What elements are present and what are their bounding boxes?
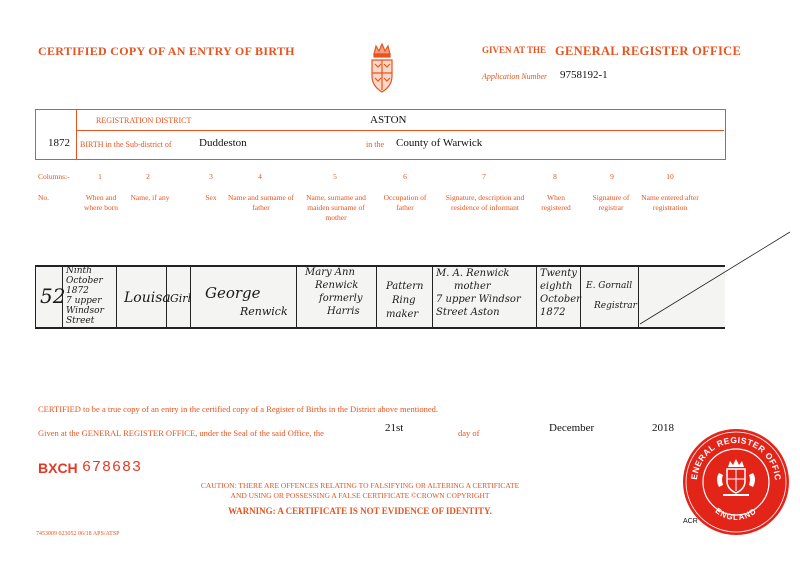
diagonal-strike-line bbox=[638, 228, 794, 328]
certified-statement: CERTIFIED to be a true copy of an entry in the certified copy of a Register of Births in the District above mentioned. bbox=[38, 404, 439, 414]
serial-prefix: BXCH bbox=[38, 460, 78, 476]
entry-father-surname: Renwick bbox=[240, 305, 288, 318]
column-title-6: Occupation of father bbox=[383, 193, 427, 212]
county-value: County of Warwick bbox=[396, 137, 483, 149]
serial-number: 678683 bbox=[82, 459, 143, 476]
column-title-2: Name, if any bbox=[130, 193, 170, 202]
subdistrict-label: BIRTH in the Sub-district of bbox=[80, 140, 172, 149]
entry-mother: Mary Ann Renwick formerly Harris bbox=[305, 267, 363, 317]
given-office: GENERAL REGISTER OFFICE bbox=[555, 44, 742, 58]
subdistrict-value: Duddeston bbox=[199, 137, 247, 149]
given-prefix: GIVEN AT THE bbox=[482, 45, 547, 55]
column-number-9: 9 bbox=[610, 172, 614, 181]
given-statement: Given at the GENERAL REGISTER OFFICE, under the Seal of the said Office, the bbox=[38, 428, 324, 438]
warning-text: WARNING: A CERTIFICATE IS NOT EVIDENCE OF IDENTITY. bbox=[228, 506, 492, 516]
print-code: 7453009 023052 06/18 APS/ATSP bbox=[36, 531, 120, 537]
certified-month: December bbox=[549, 422, 595, 434]
column-title-8: When registered bbox=[541, 193, 571, 212]
column-number-2: 2 bbox=[146, 172, 150, 181]
royal-crest-icon bbox=[364, 40, 400, 98]
caution-text: CAUTION: THERE ARE OFFENCES RELATING TO FALSIFYING OR ALTERING A CERTIFICATE AND USING OR POSSESSING A FALSE CERTIFICATE ©CROWN COPYRIGHT bbox=[200, 481, 520, 500]
entry-occupation: Pattern Ring maker bbox=[386, 281, 424, 320]
seal-ring-bottom-text: ENGLAND bbox=[713, 506, 759, 523]
column-number-10: 10 bbox=[666, 172, 674, 181]
registration-district-value: ASTON bbox=[370, 114, 407, 126]
entry-when-where-born: Ninth October 1872 7 upper Windsor Street bbox=[66, 266, 104, 326]
column-number-6: 6 bbox=[403, 172, 407, 181]
entry-name: Louisa bbox=[124, 290, 171, 306]
column-number-3: 3 bbox=[209, 172, 213, 181]
column-title-1: When and where born bbox=[84, 193, 118, 212]
application-number: 9758192-1 bbox=[560, 69, 608, 81]
column-title-7: Signature, description and residence of informant bbox=[445, 193, 525, 212]
entry-father-given: George bbox=[205, 284, 261, 302]
official-seal bbox=[681, 427, 791, 537]
entry-sex: Girl bbox=[170, 292, 192, 305]
column-title-3: Sex bbox=[205, 193, 217, 202]
seal-emblem-icon bbox=[681, 427, 791, 537]
column-title-5: Name, surname and maiden surname of mother bbox=[306, 193, 366, 222]
entry-registrar-signature: E. Gornall Registrar bbox=[586, 281, 637, 311]
certified-day: 21st bbox=[385, 422, 404, 434]
day-of-label: day of bbox=[458, 428, 480, 438]
entry-number: 52 bbox=[40, 284, 66, 308]
seal-ring-top-text: ENERAL REGISTER OFFIC bbox=[689, 434, 784, 482]
column-number-8: 8 bbox=[553, 172, 557, 181]
no-column-label: No. bbox=[38, 193, 50, 202]
column-title-9: Signature of registrar bbox=[592, 193, 630, 212]
application-number-label: Application Number bbox=[482, 72, 548, 81]
columns-label: Columns:- bbox=[38, 172, 70, 181]
registration-year: 1872 bbox=[48, 137, 70, 149]
column-title-4: Name and surname of father bbox=[227, 193, 295, 212]
in-the-label: in the bbox=[366, 140, 384, 149]
column-number-5: 5 bbox=[333, 172, 337, 181]
acr-mark: ACR bbox=[683, 518, 698, 525]
column-number-1: 1 bbox=[98, 172, 102, 181]
column-number-4: 4 bbox=[258, 172, 262, 181]
column-number-7: 7 bbox=[482, 172, 486, 181]
entry-when-registered: Twenty eighth October 1872 bbox=[540, 268, 581, 318]
column-title-10: Name entered after registration bbox=[641, 193, 699, 212]
entry-informant: M. A. Renwick mother 7 upper Windsor Street Aston bbox=[436, 268, 521, 318]
registration-district-label: REGISTRATION DISTRICT bbox=[96, 116, 192, 125]
certified-year: 2018 bbox=[652, 422, 674, 434]
certificate-title: CERTIFIED COPY OF AN ENTRY OF BIRTH bbox=[38, 44, 295, 58]
